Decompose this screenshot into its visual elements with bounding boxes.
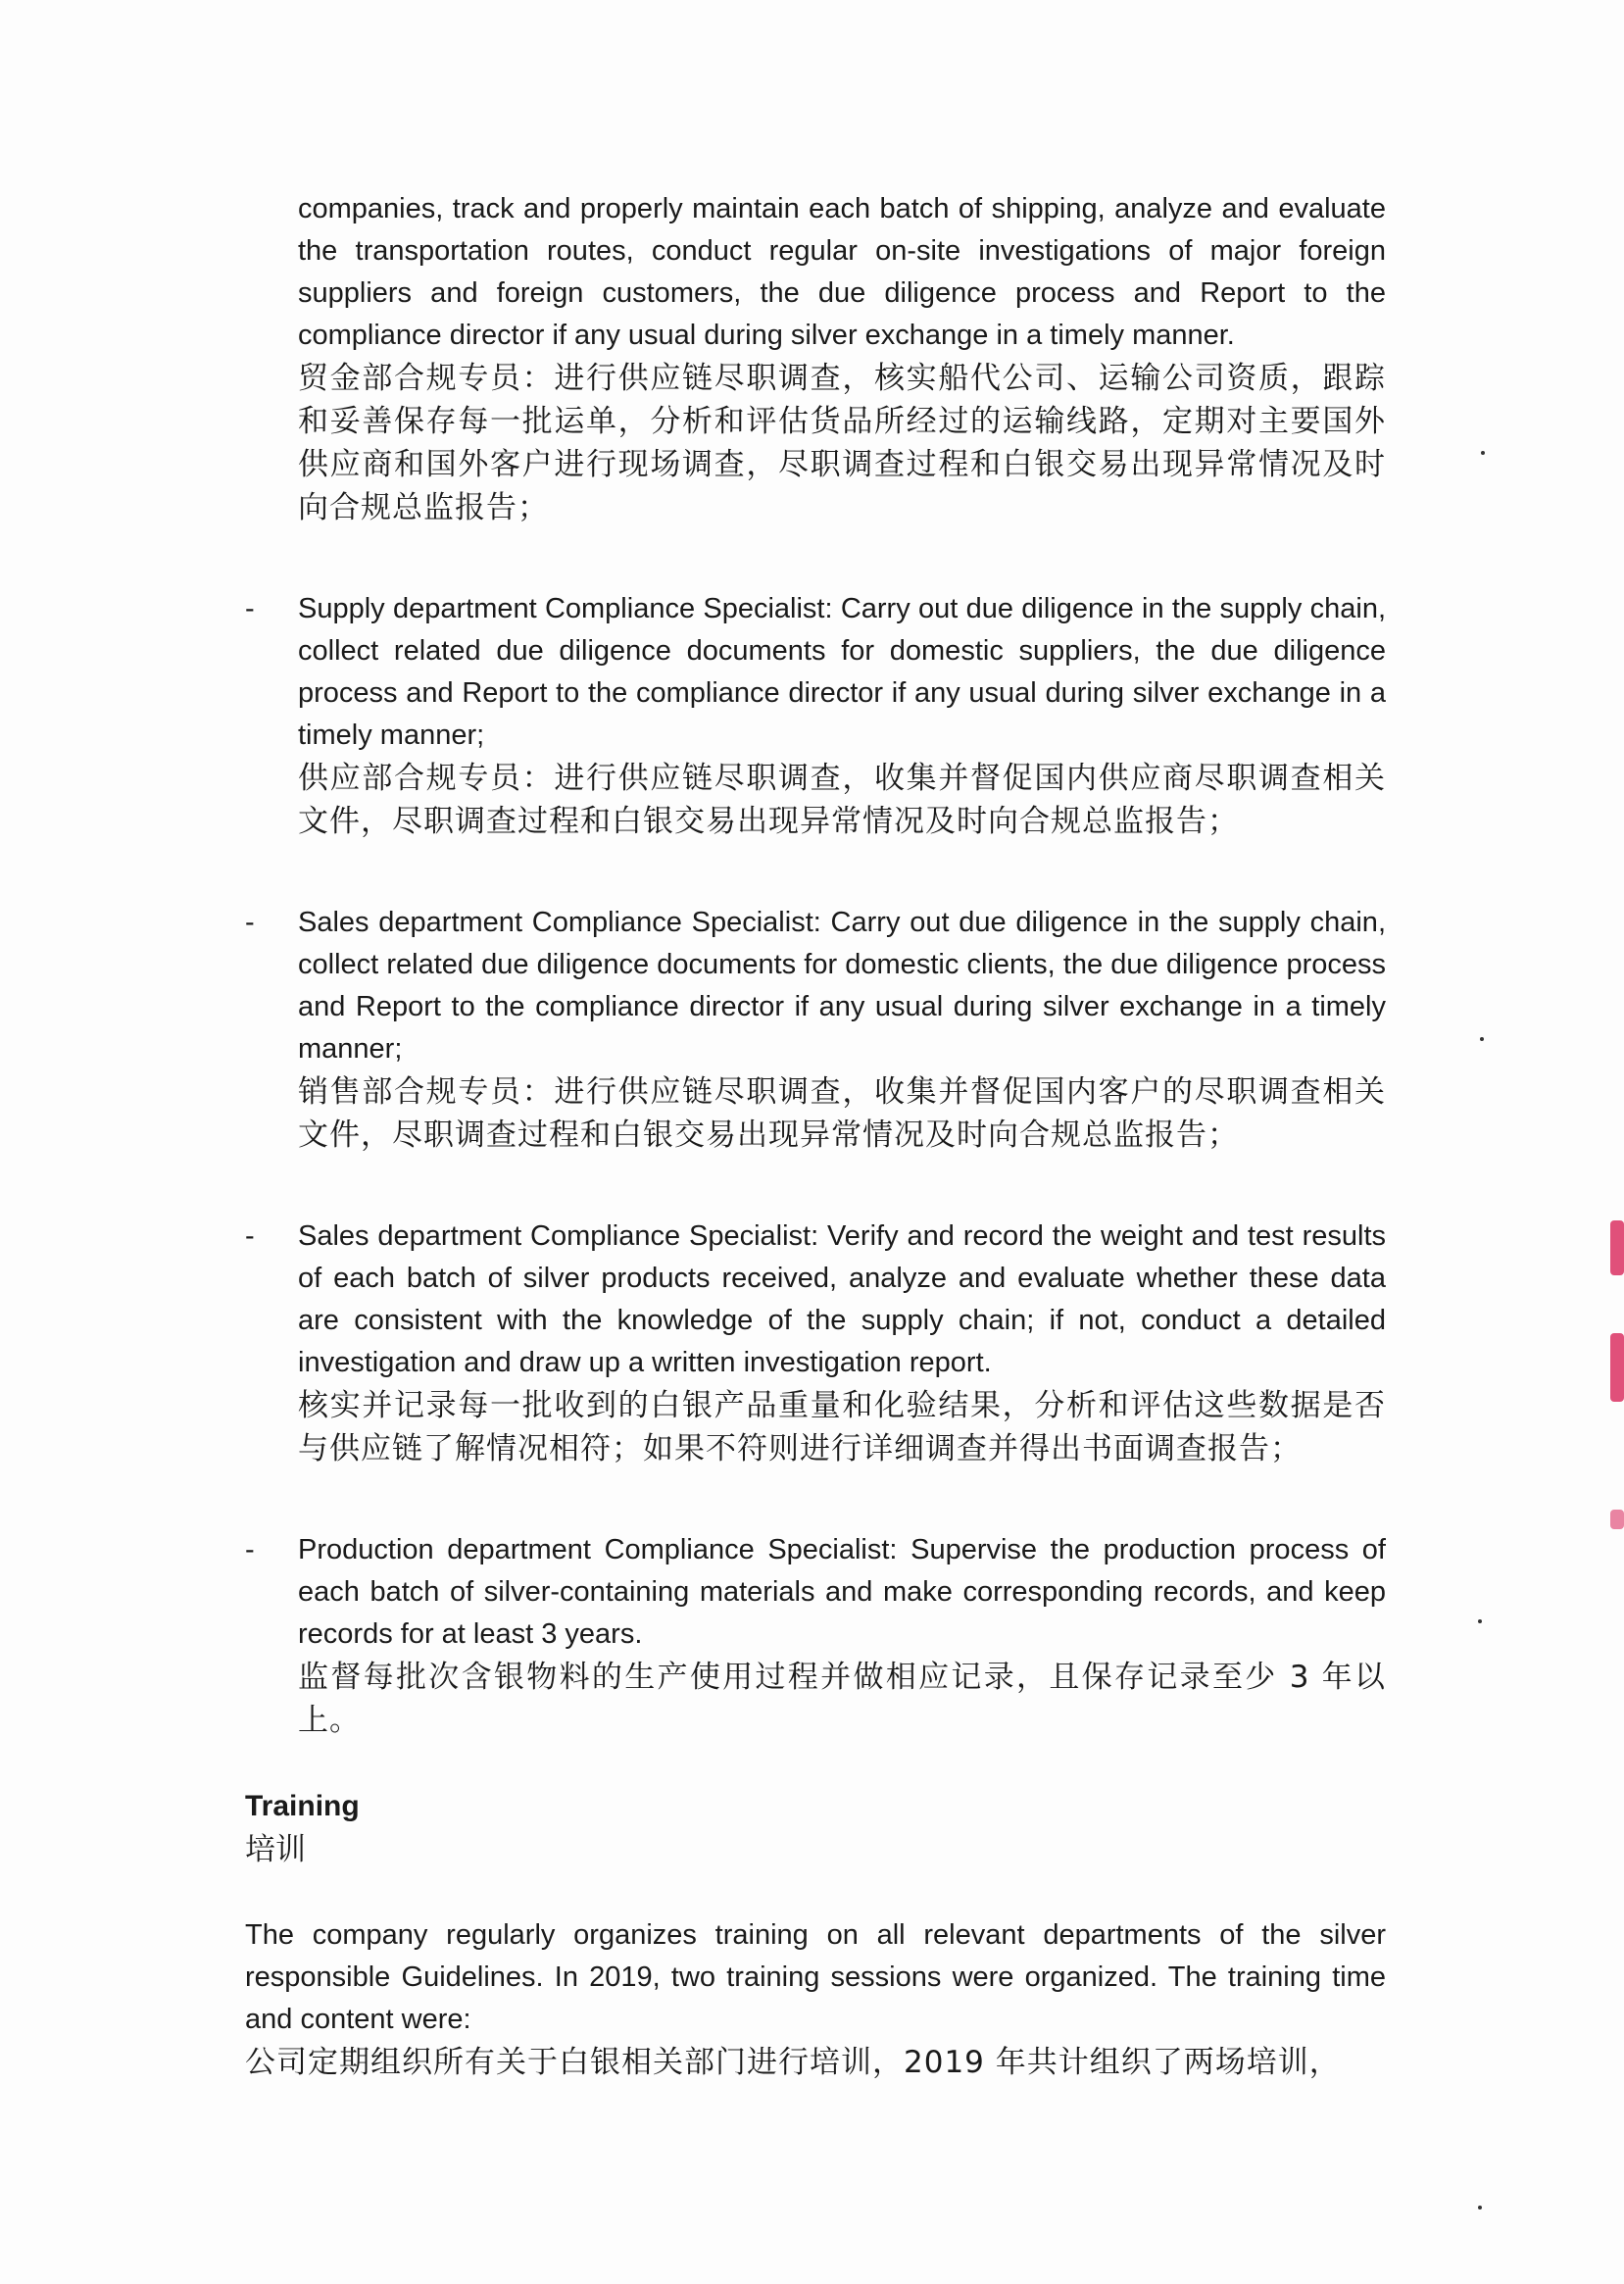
bullet-text-en: Production department Compliance Specialist: Supervise the production process of each batch of silver-containing materials and make corresponding records, and keep records for at least 3 years. — [298, 1534, 1386, 1650]
bullet-dash: - — [245, 593, 255, 624]
bullet-text-zh: 供应部合规专员：进行供应链尽职调查，收集并督促国内供应商尽职调查相关文件，尽职调查过程和白银交易出现异常情况及时向合规总监报告； — [298, 761, 1386, 839]
scan-mark — [1481, 451, 1485, 455]
spacer — [245, 1871, 1386, 1914]
bullet-text-en: Sales department Compliance Specialist: Verify and record the weight and test results of each batch of silver products received, analyze and evaluate whether these data are consistent with the knowledge of the supply chain; if not, conduct a detailed investigation and draw up a written investigation report. — [298, 1220, 1386, 1378]
bullet-item-sales-verify — [245, 1216, 1386, 1470]
document-body — [245, 188, 1386, 2084]
section-heading-en: Training — [245, 1790, 360, 1822]
bullet-text-zh: 销售部合规专员：进行供应链尽职调查，收集并督促国内客户的尽职调查相关文件，尽职调查过程和白银交易出现异常情况及时向合规总监报告； — [298, 1074, 1386, 1153]
training-text-zh: 公司定期组织所有关于白银相关部门进行培训，2019 年共计组织了两场培训， — [245, 2045, 1341, 2080]
bullet-item-production — [245, 1529, 1386, 1742]
bullet-text-en: Sales department Compliance Specialist: Carry out due diligence in the supply chain, collect related due diligence documents for domestic clients, the due diligence process and Report to the compliance director if any usual during silver exchange in a timely manner; — [298, 907, 1386, 1065]
scan-mark — [1480, 1037, 1484, 1041]
intro-block — [298, 188, 1386, 529]
seal-fragment — [1610, 1510, 1624, 1529]
spacer — [245, 1742, 1386, 1785]
intro-text-zh: 贸金部合规专员：进行供应链尽职调查，核实船代公司、运输公司资质，跟踪和妥善保存每一批运单，分析和评估货品所经过的运输线路，定期对主要国外供应商和国外客户进行现场调查，尽职调查过程和白银交易出现异常情况及时向合规总监报告； — [298, 361, 1386, 525]
training-section — [245, 1785, 1386, 2084]
bullet-text-zh: 监督每批次含银物料的生产使用过程并做相应记录，且保存记录至少 3 年以上。 — [298, 1660, 1386, 1738]
intro-text-en: companies, track and properly maintain each batch of shipping, analyze and evaluate the transportation routes, conduct regular on-site investigations of major foreign suppliers and foreign customers, the due diligence process and Report to the compliance director if any usual during silver exchange in a timely manner. — [298, 193, 1386, 351]
bullet-text-en: Supply department Compliance Specialist: Carry out due diligence in the supply chain, collect related due diligence documents for domestic suppliers, the due diligence process and Report to the compliance director if any usual during silver exchange in a timely manner; — [298, 593, 1386, 751]
seal-fragment — [1610, 1333, 1624, 1402]
bullet-item-sales-clients — [245, 902, 1386, 1157]
spacer — [245, 1470, 1386, 1529]
bullet-text-zh: 核实并记录每一批收到的白银产品重量和化验结果，分析和评估这些数据是否与供应链了解情况相符；如果不符则进行详细调查并得出书面调查报告； — [298, 1388, 1386, 1466]
spacer — [245, 529, 1386, 588]
seal-fragment — [1610, 1220, 1624, 1275]
spacer — [245, 843, 1386, 902]
spacer — [245, 1157, 1386, 1216]
section-heading-zh: 培训 — [245, 1832, 306, 1867]
bullet-item-supply — [245, 588, 1386, 843]
bullet-dash: - — [245, 907, 255, 938]
training-text-en: The company regularly organizes training on all relevant departments of the silver responsible Guidelines. In 2019, two training sessions were organized. The training time and content were: — [245, 1919, 1386, 2035]
scan-mark — [1478, 1619, 1482, 1623]
bullet-dash: - — [245, 1220, 255, 1252]
scan-mark — [1478, 2206, 1482, 2210]
bullet-dash: - — [245, 1534, 255, 1565]
